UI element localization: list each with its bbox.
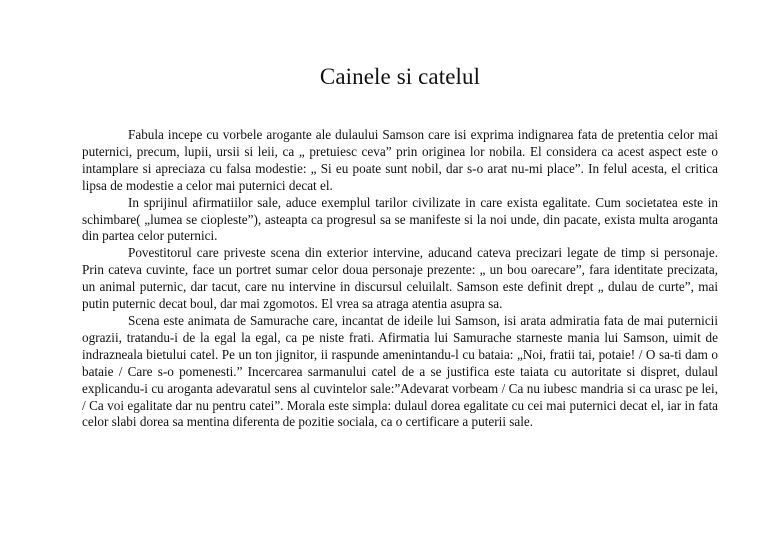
document-body xyxy=(82,127,718,431)
paragraph-1: Fabula incepe cu vorbele arogante ale dulaului Samson care isi exprima indignarea fata de pretentia celor mai puternici, precum, lupii, ursii si leii, ca „ pretuiesc ceva” prin originea lor nobila. El considera ca acest aspect este o intamplare si apreciaza cu falsa modestie: „ Si eu poate sunt nobil, dar s-o arat nu-mi place”. In felul acesta, el critica lipsa de modestie a celor mai puternici decat el. xyxy=(82,127,718,193)
paragraph-2: In sprijinul afirmatiilor sale, aduce exemplul tarilor civilizate in care exista egalitate. Cum societatea este in schimbare( „lumea se ciopleste”), asteapta ca progresul sa se manifeste si la noi unde, din pacate, exista multa aroganta din partea celor puternici. xyxy=(82,194,718,244)
document-title: Cainele si catelul xyxy=(319,64,481,89)
paragraph-3: Povestitorul care priveste scena din exterior intervine, aducand cateva precizari legate de timp si personaje. Prin cateva cuvinte, face un portret sumar celor doua personaje prezente: „ un bou oarecare”, fara identitate precizata, un animal puternic, dar tacut, care nu intervine in discursul celuilalt. Samson este definit drept „ dulau de curte”, mai putin puternic decat boul, dar mai zgomotos. El vrea sa atraga atentia asupra sa. xyxy=(82,245,718,312)
paragraph-4: Scena este animata de Samurache care, incantat de ideile lui Samson, isi arata admiratia fata de mai puternicii ograzii, tratandu-i de la egal la egal, ca pe niste frati. Afirmatia lui Samurache starneste mania lui Samson, uimit de indrazneala bietului catel. Pe un ton jignitor, ii raspunde amenintandu-l cu bataia: „Noi, fratii tai, potaie! / O sa-ti dam o bataie / Care s-o pomenesti.” Incercarea sarmanului catel de a se justifica este taiata cu autoritate si dispret, dulaul explicandu-i cu aroganta adevaratul sens al cuvintelor sale:”Adevarat vorbeam / Ca nu iubesc mandria si ca urasc pe lei, / Ca voi egalitate dar nu pentru catei”. Morala este simpla: dulaul dorea egalitate cu cei mai puternici decat el, iar in fata celor slabi dorea sa mentina diferenta de pozitie sociala, ca o certificare a puterii sale. xyxy=(82,312,718,430)
